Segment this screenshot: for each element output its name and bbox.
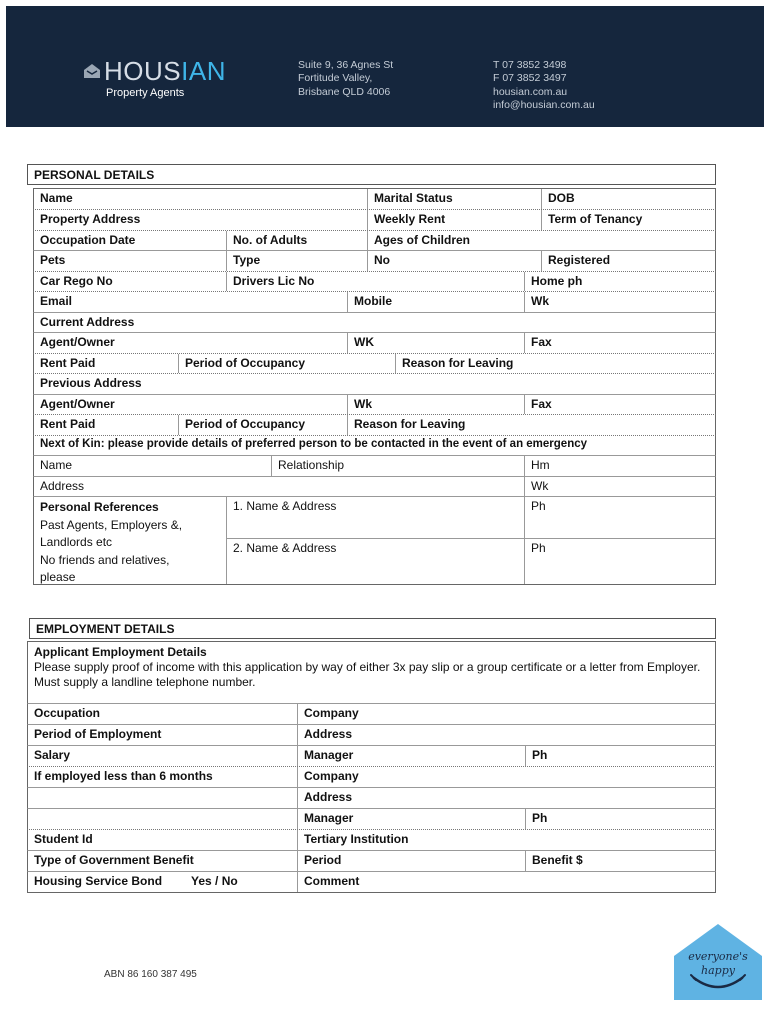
marital-status-field[interactable]: Marital Status bbox=[374, 191, 453, 205]
form-row bbox=[27, 767, 716, 788]
housing-bond-yes-no[interactable]: Yes / No bbox=[191, 874, 238, 888]
student-id-field[interactable]: Student Id bbox=[34, 832, 93, 846]
form-row bbox=[27, 851, 716, 872]
reference-2-phone-field[interactable]: Ph bbox=[531, 541, 546, 555]
employment-instructions-row bbox=[27, 642, 716, 704]
personal-references-row bbox=[33, 497, 716, 585]
tertiary-institution-field[interactable]: Tertiary Institution bbox=[304, 832, 409, 846]
ages-of-children-field[interactable]: Ages of Children bbox=[374, 233, 471, 247]
abn-number: ABN 86 160 387 495 bbox=[104, 969, 197, 980]
kin-work-phone-field[interactable]: Wk bbox=[531, 479, 549, 493]
name-field[interactable]: Name bbox=[40, 191, 73, 205]
form-row bbox=[27, 704, 716, 725]
email-field[interactable]: Email bbox=[40, 294, 73, 308]
previous-reason-for-leaving-field[interactable]: Reason for Leaving bbox=[354, 417, 466, 431]
everyones-happy-house-icon bbox=[672, 922, 764, 1002]
home-phone-field[interactable]: Home ph bbox=[531, 274, 583, 288]
pet-number-field[interactable]: No bbox=[374, 253, 390, 267]
period-of-employment-field[interactable]: Period of Employment bbox=[34, 727, 162, 741]
car-rego-field[interactable]: Car Rego No bbox=[40, 274, 113, 288]
employer-address-field[interactable]: Address bbox=[304, 727, 353, 741]
form-row bbox=[33, 333, 716, 354]
manager-phone-field[interactable]: Ph bbox=[532, 748, 548, 762]
reference-1-phone-field[interactable]: Ph bbox=[531, 499, 546, 513]
form-row bbox=[33, 231, 716, 251]
kin-address-field[interactable]: Address bbox=[40, 479, 85, 493]
manager-field[interactable]: Manager bbox=[304, 748, 354, 762]
personal-details-form bbox=[33, 188, 716, 585]
current-reason-for-leaving-field[interactable]: Reason for Leaving bbox=[402, 356, 514, 370]
kin-relationship-field[interactable]: Relationship bbox=[278, 458, 345, 472]
current-rent-paid-field[interactable]: Rent Paid bbox=[40, 356, 96, 370]
previous-company-field[interactable]: Company bbox=[304, 769, 359, 783]
previous-manager-field[interactable]: Manager bbox=[304, 811, 354, 825]
personal-references-label: Personal References Past Agents, Employers &, Landlords etc No friends and relatives, please bbox=[40, 500, 183, 584]
previous-rent-paid-field[interactable]: Rent Paid bbox=[40, 417, 96, 431]
office-address: Suite 9, 36 Agnes St Fortitude Valley, Brisbane QLD 4006 bbox=[298, 59, 394, 98]
reference-1-name-address-field[interactable]: 1. Name & Address bbox=[233, 499, 337, 513]
dob-field[interactable]: DOB bbox=[548, 191, 575, 205]
form-row bbox=[33, 395, 716, 415]
form-row bbox=[33, 292, 716, 313]
government-benefit-field[interactable]: Type of Government Benefit bbox=[34, 853, 194, 867]
form-row bbox=[33, 477, 716, 497]
form-row bbox=[27, 872, 716, 893]
house-logo-icon bbox=[84, 64, 100, 78]
form-row bbox=[33, 436, 716, 456]
current-address-field[interactable]: Current Address bbox=[40, 315, 135, 329]
form-row bbox=[33, 272, 716, 292]
form-row bbox=[33, 415, 716, 436]
employment-instructions: Applicant Employment Details Please supply proof of income with this application by way of either 3x pay slip or a group certificate or a letter from Employer. Must supply a landline telephone number. bbox=[34, 645, 701, 689]
occupation-field[interactable]: Occupation bbox=[34, 706, 101, 720]
next-of-kin-heading: Next of Kin: please provide details of preferred person to be contacted in the event of an emergency bbox=[40, 438, 588, 450]
pet-registered-field[interactable]: Registered bbox=[548, 253, 611, 267]
previous-agent-fax-field[interactable]: Fax bbox=[531, 397, 552, 411]
pet-type-field[interactable]: Type bbox=[233, 253, 261, 267]
form-row bbox=[27, 830, 716, 851]
benefit-period-field[interactable]: Period bbox=[304, 853, 342, 867]
kin-home-phone-field[interactable]: Hm bbox=[531, 458, 550, 472]
current-agent-owner-field[interactable]: Agent/Owner bbox=[40, 335, 115, 349]
form-row bbox=[27, 725, 716, 746]
no-of-adults-field[interactable]: No. of Adults bbox=[233, 233, 308, 247]
pets-field[interactable]: Pets bbox=[40, 253, 66, 267]
form-row bbox=[33, 313, 716, 333]
previous-employer-address-field[interactable]: Address bbox=[304, 790, 353, 804]
previous-manager-phone-field[interactable]: Ph bbox=[532, 811, 548, 825]
form-row bbox=[33, 189, 716, 210]
salary-field[interactable]: Salary bbox=[34, 748, 71, 762]
form-row bbox=[33, 374, 716, 395]
previous-agent-wk-field[interactable]: Wk bbox=[354, 397, 372, 411]
previous-agent-owner-field[interactable]: Agent/Owner bbox=[40, 397, 115, 411]
occupation-date-field[interactable]: Occupation Date bbox=[40, 233, 136, 247]
less-than-6-months-label: If employed less than 6 months bbox=[34, 769, 213, 783]
company-field[interactable]: Company bbox=[304, 706, 359, 720]
previous-period-of-occupancy-field[interactable]: Period of Occupancy bbox=[185, 417, 306, 431]
previous-address-field[interactable]: Previous Address bbox=[40, 376, 142, 390]
form-row bbox=[33, 210, 716, 231]
brand-subtitle: Property Agents bbox=[106, 87, 185, 99]
comment-field[interactable]: Comment bbox=[304, 874, 360, 888]
form-row bbox=[27, 746, 716, 767]
housing-bond-label: Housing Service Bond bbox=[34, 874, 163, 888]
personal-details-title: PERSONAL DETAILS bbox=[27, 164, 716, 185]
form-row bbox=[33, 354, 716, 374]
badge-line-2: happy bbox=[701, 964, 735, 977]
form-row bbox=[27, 788, 716, 809]
current-agent-wk-field[interactable]: WK bbox=[354, 335, 374, 349]
term-of-tenancy-field[interactable]: Term of Tenancy bbox=[548, 212, 643, 226]
kin-name-field[interactable]: Name bbox=[40, 458, 73, 472]
property-address-field[interactable]: Property Address bbox=[40, 212, 141, 226]
office-contact: T 07 3852 3498 F 07 3852 3497 housian.com.au info@housian.com.au bbox=[493, 59, 595, 112]
reference-2-name-address-field[interactable]: 2. Name & Address bbox=[233, 541, 337, 555]
weekly-rent-field[interactable]: Weekly Rent bbox=[374, 212, 446, 226]
employment-details-title: EMPLOYMENT DETAILS bbox=[29, 618, 716, 639]
employment-details-form bbox=[27, 641, 716, 893]
current-agent-fax-field[interactable]: Fax bbox=[531, 335, 552, 349]
current-period-of-occupancy-field[interactable]: Period of Occupancy bbox=[185, 356, 306, 370]
brand-name: HOUSIAN bbox=[104, 56, 226, 86]
work-phone-field[interactable]: Wk bbox=[531, 294, 549, 308]
benefit-amount-field[interactable]: Benefit $ bbox=[532, 853, 583, 867]
drivers-licence-field[interactable]: Drivers Lic No bbox=[233, 274, 315, 288]
form-row bbox=[33, 456, 716, 477]
badge-line-1: everyone's bbox=[688, 950, 748, 963]
form-row bbox=[27, 809, 716, 830]
letterhead-banner bbox=[6, 6, 764, 127]
form-row bbox=[33, 251, 716, 272]
mobile-field[interactable]: Mobile bbox=[354, 294, 392, 308]
